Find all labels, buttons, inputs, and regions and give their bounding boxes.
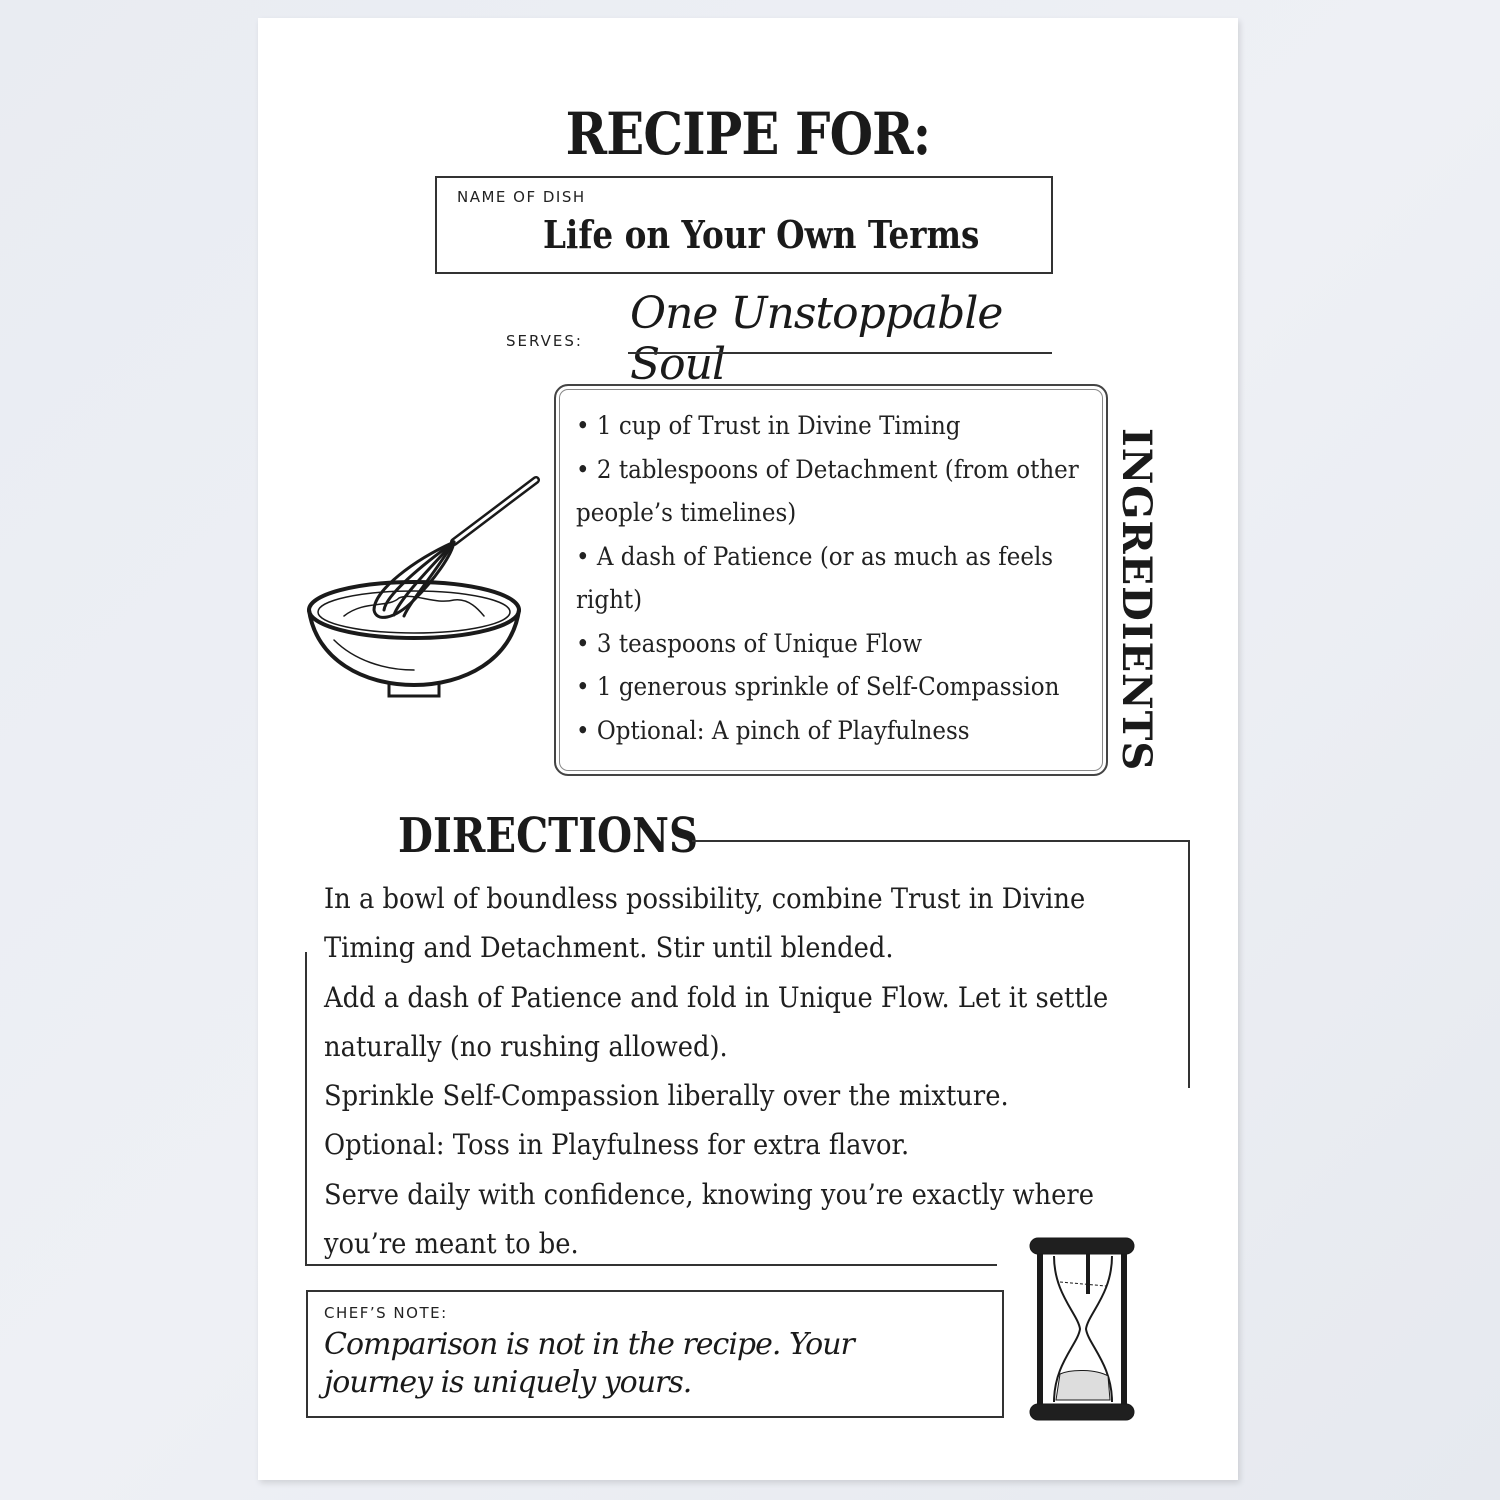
recipe-poster	[258, 18, 1238, 1480]
ingredient-item: • 2 tablespoons of Detachment (from other people’s timelines)	[576, 454, 1079, 527]
direction-step: Sprinkle Self-Compassion liberally over the mixture.	[324, 1079, 1009, 1113]
dish-name: Life on Your Own Terms	[542, 212, 980, 257]
direction-step: Add a dash of Patience and fold in Unique Flow. Let it settle naturally (no rushing allowed).	[324, 980, 1109, 1063]
directions-left-rule	[305, 952, 307, 1266]
ingredients-box	[554, 384, 1108, 776]
directions-right-rule	[1188, 840, 1190, 1088]
hourglass-icon	[1026, 1234, 1138, 1424]
dish-name-box	[435, 176, 1053, 274]
dish-name-label: NAME OF DISH	[457, 188, 586, 206]
whisk-bowl-icon	[304, 470, 544, 710]
page-title: RECIPE FOR:	[565, 100, 931, 168]
ingredient-item: • 3 teaspoons of Unique Flow	[576, 628, 923, 658]
directions-text	[324, 874, 1134, 1268]
chefs-note-label: CHEF’S NOTE:	[324, 1304, 448, 1322]
ingredient-item: • A dash of Patience (or as much as feels right)	[576, 541, 1054, 614]
ingredient-item: • 1 generous sprinkle of Self-Compassion	[576, 672, 1060, 701]
serves-value: One Unstoppable Soul	[630, 288, 1003, 390]
chefs-note-box	[306, 1290, 1004, 1418]
chefs-note-text: Comparison is not in the recipe. Your journey is uniquely yours.	[324, 1327, 854, 1400]
direction-step: Optional: Toss in Playfulness for extra flavor.	[324, 1128, 910, 1162]
serves-underline	[628, 352, 1052, 354]
ingredient-item: • Optional: A pinch of Playfulness	[576, 715, 970, 745]
serves-label: SERVES:	[506, 332, 583, 350]
ingredients-heading: INGREDIENTS	[1113, 428, 1160, 772]
directions-heading: DIRECTIONS	[398, 808, 699, 864]
ingredients-list	[576, 404, 1097, 752]
direction-step: Serve daily with confidence, knowing you’re exactly where you’re meant to be.	[324, 1177, 1094, 1261]
direction-step: In a bowl of boundless possibility, combine Trust in Divine Timing and Detachment. Stir until blended.	[324, 882, 1086, 965]
ingredient-item: • 1 cup of Trust in Divine Timing	[576, 411, 961, 440]
directions-top-rule	[692, 840, 1190, 842]
